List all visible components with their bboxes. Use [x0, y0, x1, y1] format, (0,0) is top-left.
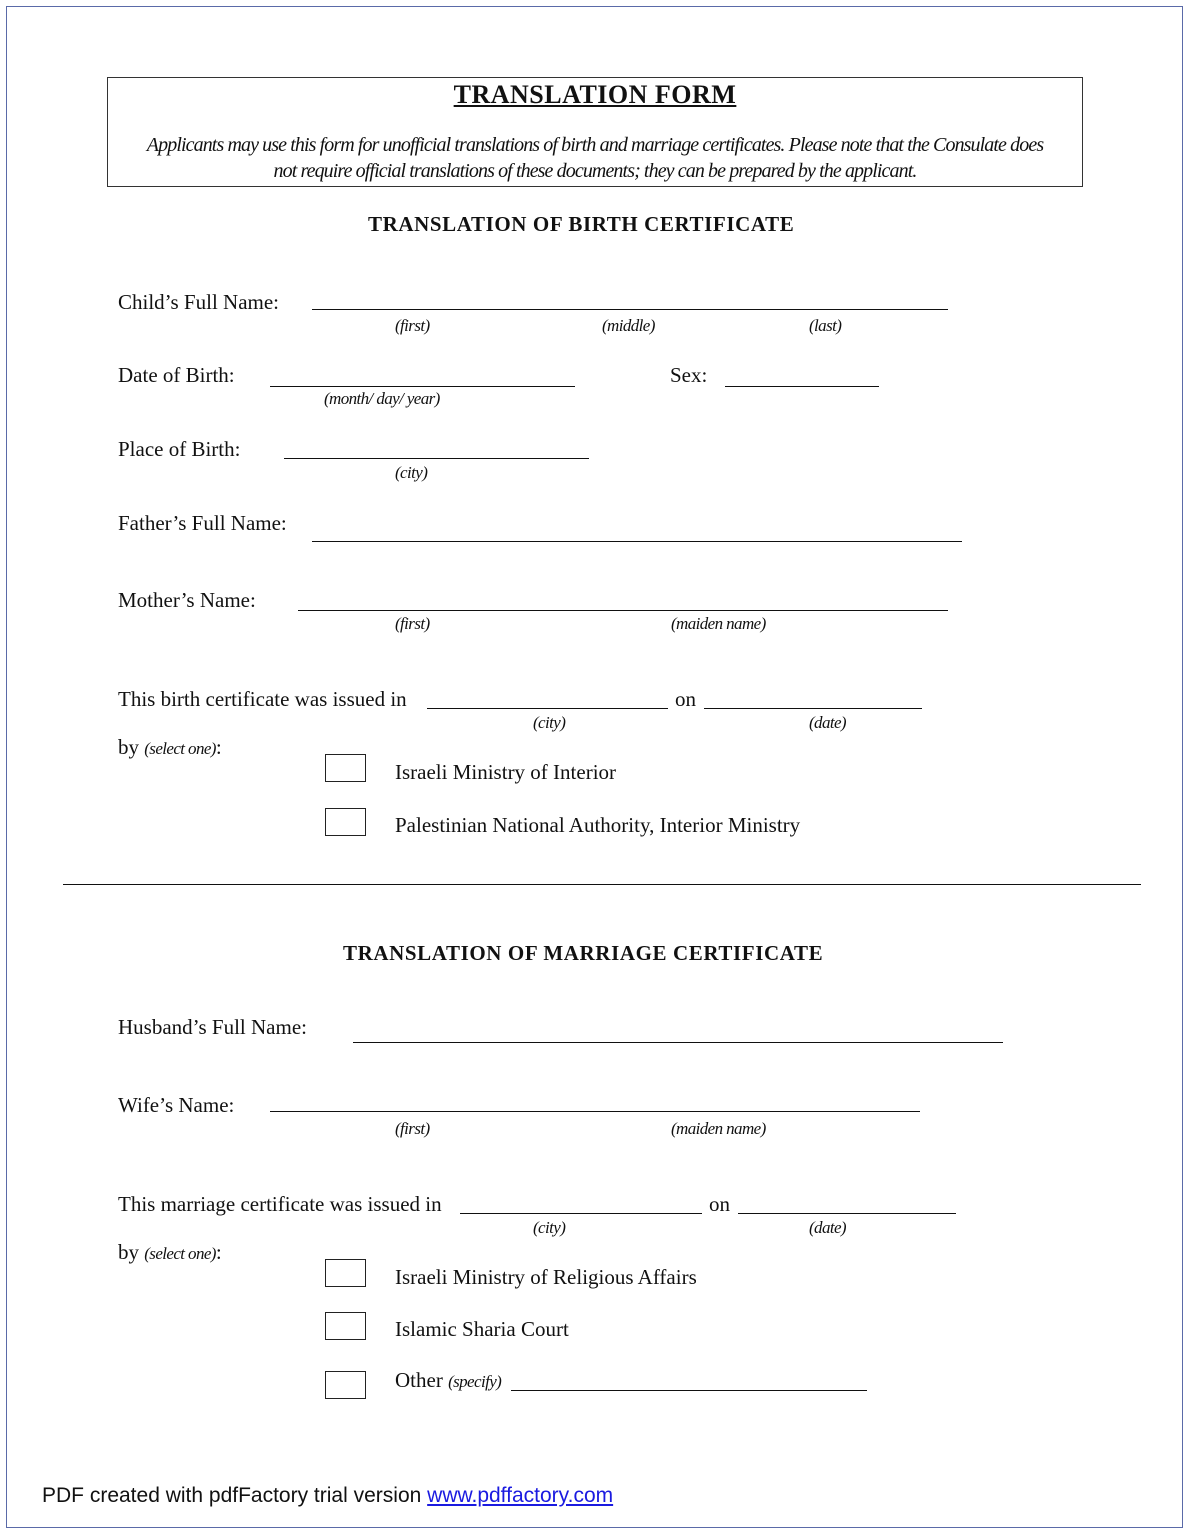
birth-city-hint: (city) [533, 713, 566, 732]
wife-maiden-hint: (maiden name) [671, 1119, 766, 1138]
child-middle-hint: (middle) [602, 316, 655, 335]
mother-maiden-hint: (maiden name) [671, 614, 766, 633]
footer [42, 1484, 613, 1508]
sex-field[interactable] [725, 386, 879, 387]
option-religious-affairs: Israeli Ministry of Religious Affairs [395, 1265, 697, 1289]
mother-name-field[interactable] [298, 610, 948, 611]
husband-name-label: Husband’s Full Name: [118, 1015, 307, 1039]
checkbox-israeli-interior[interactable] [325, 754, 366, 782]
option-palestinian-interior: Palestinian National Authority, Interior Ministry [395, 813, 801, 837]
footer-text: PDF created with pdfFactory trial version [42, 1484, 422, 1507]
birth-by-line [118, 735, 222, 760]
birth-select-one: (select one) [144, 739, 216, 758]
dob-hint: (month/ day/ year) [324, 389, 440, 408]
mother-name-label: Mother’s Name: [118, 588, 256, 612]
form-title: TRANSLATION FORM [453, 80, 737, 109]
mother-first-hint: (first) [395, 614, 430, 633]
checkbox-sharia-court[interactable] [325, 1312, 366, 1340]
checkbox-other[interactable] [325, 1371, 366, 1399]
marriage-section-heading: TRANSLATION OF MARRIAGE CERTIFICATE [343, 941, 824, 965]
birth-by-colon: : [215, 735, 222, 759]
child-first-hint: (first) [395, 316, 430, 335]
birth-issued-text: This birth certificate was issued in [118, 687, 407, 711]
marriage-issued-text: This marriage certificate was issued in [118, 1192, 442, 1216]
child-last-hint: (last) [809, 316, 842, 335]
marriage-by-colon: : [215, 1240, 222, 1264]
other-specify-field[interactable] [511, 1390, 867, 1391]
birth-issued-city-field[interactable] [427, 708, 668, 709]
wife-name-field[interactable] [270, 1111, 920, 1112]
marriage-by-text: by [118, 1240, 139, 1264]
intro-line-1: Applicants may use this form for unofficial translations of birth and marriage certificates. Please note that the Consulate does [146, 134, 1044, 156]
option-sharia-court: Islamic Sharia Court [395, 1317, 569, 1341]
wife-name-label: Wife’s Name: [118, 1093, 235, 1117]
wife-first-hint: (first) [395, 1119, 430, 1138]
marriage-city-hint: (city) [533, 1218, 566, 1237]
birth-issued-date-field[interactable] [704, 708, 922, 709]
option-other [395, 1368, 501, 1393]
option-other-label: Other [395, 1368, 443, 1392]
checkbox-palestinian-interior[interactable] [325, 808, 366, 836]
pob-label: Place of Birth: [118, 437, 241, 461]
child-name-field[interactable] [312, 309, 948, 310]
pob-hint: (city) [395, 463, 428, 482]
marriage-date-hint: (date) [809, 1218, 846, 1237]
title-box [107, 77, 1083, 187]
husband-name-field[interactable] [353, 1042, 1003, 1043]
father-name-field[interactable] [312, 541, 962, 542]
marriage-issued-date-field[interactable] [738, 1213, 956, 1214]
intro-line-2: not require official translations of these documents; they can be prepared by the applicant. [273, 160, 917, 182]
child-name-label: Child’s Full Name: [118, 290, 280, 314]
father-name-label: Father’s Full Name: [118, 511, 287, 535]
marriage-select-one: (select one) [144, 1244, 216, 1263]
footer-link[interactable]: www.pdffactory.com [427, 1484, 614, 1507]
birth-by-text: by [118, 735, 139, 759]
marriage-issued-city-field[interactable] [460, 1213, 702, 1214]
marriage-by-line [118, 1240, 222, 1265]
dob-label: Date of Birth: [118, 363, 235, 387]
birth-section-heading: TRANSLATION OF BIRTH CERTIFICATE [368, 212, 795, 236]
pob-field[interactable] [284, 458, 589, 459]
dob-field[interactable] [270, 386, 575, 387]
option-other-specify-hint: (specify) [448, 1372, 502, 1391]
option-israeli-interior: Israeli Ministry of Interior [395, 760, 617, 784]
intro-text [108, 132, 1082, 184]
section-divider [63, 884, 1141, 885]
checkbox-religious-affairs[interactable] [325, 1259, 366, 1287]
birth-on-text: on [675, 687, 696, 711]
birth-date-hint: (date) [809, 713, 846, 732]
sex-label: Sex: [670, 363, 708, 387]
marriage-on-text: on [709, 1192, 730, 1216]
